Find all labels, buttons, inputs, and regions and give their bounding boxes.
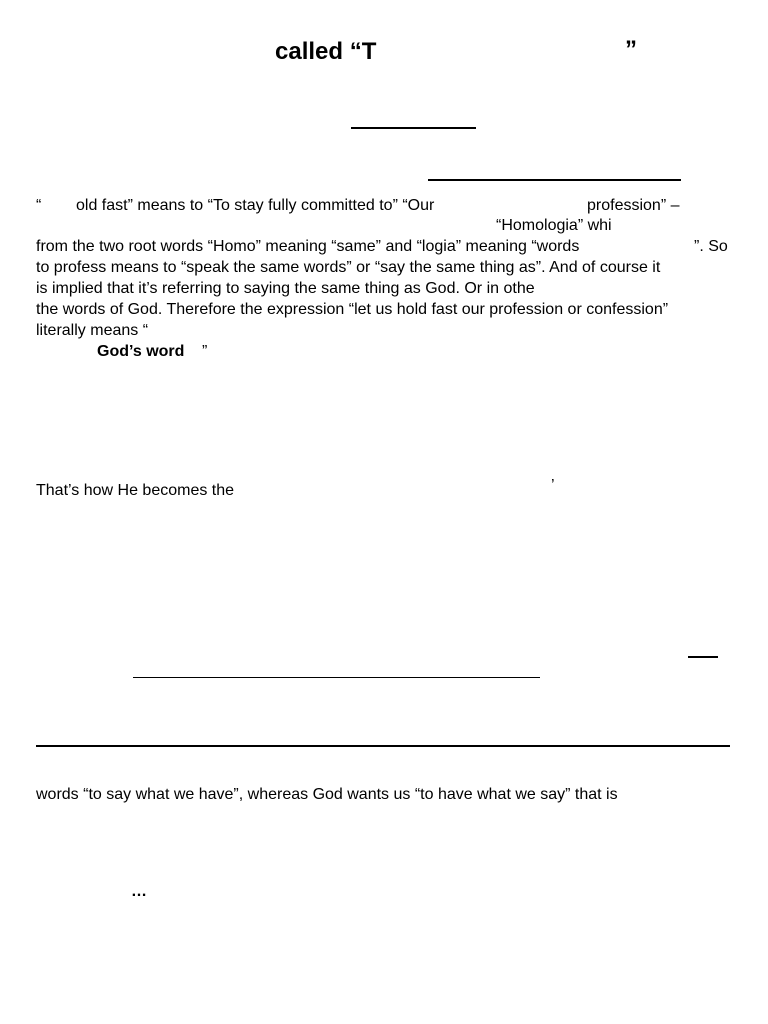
paragraph-1-line-2: “Homologia” whi <box>496 217 612 234</box>
paragraph-1-line-1a: old fast” means to “To stay fully committed to” “Our <box>76 197 435 214</box>
paragraph-3-text: words “to say what we have”, whereas God wants us “to have what we say” that is <box>36 786 618 803</box>
underline-rule-2 <box>428 179 681 181</box>
paragraph-1-line-4: to profess means to “speak the same words” or “say the same thing as”. And of course it <box>36 259 661 276</box>
section-divider <box>36 745 730 747</box>
paragraph-1-line-7: literally means “ <box>36 322 149 339</box>
paragraph-1-line-1b: profession” – <box>587 197 680 214</box>
paragraph-2-apostrophe: ’ <box>551 477 555 494</box>
underline-rule-1 <box>351 127 476 129</box>
short-rule-right <box>688 656 718 658</box>
paragraph-1-line-3b: ”. So <box>694 238 728 255</box>
page-title-end-quote: ” <box>625 36 637 63</box>
paragraph-1-line-5: is implied that it’s referring to saying the same thing as God. Or in othe <box>36 280 535 297</box>
gods-word-emphasis: God’s word <box>97 343 185 360</box>
paragraph-1-line-3a: from the two root words “Homo” meaning “same” and “logia” meaning “words <box>36 238 580 255</box>
paragraph-1-open-quote: “ <box>36 197 42 214</box>
paragraph-1-line-6: the words of God. Therefore the expression “let us hold fast our profession or confession” <box>36 301 669 318</box>
underline-rule-3 <box>133 677 540 678</box>
ellipsis: … <box>131 883 147 900</box>
paragraph-1-close-quote: ” <box>202 343 208 360</box>
page-title-start: called “T <box>275 38 377 65</box>
paragraph-2-text: That’s how He becomes the <box>36 482 235 499</box>
